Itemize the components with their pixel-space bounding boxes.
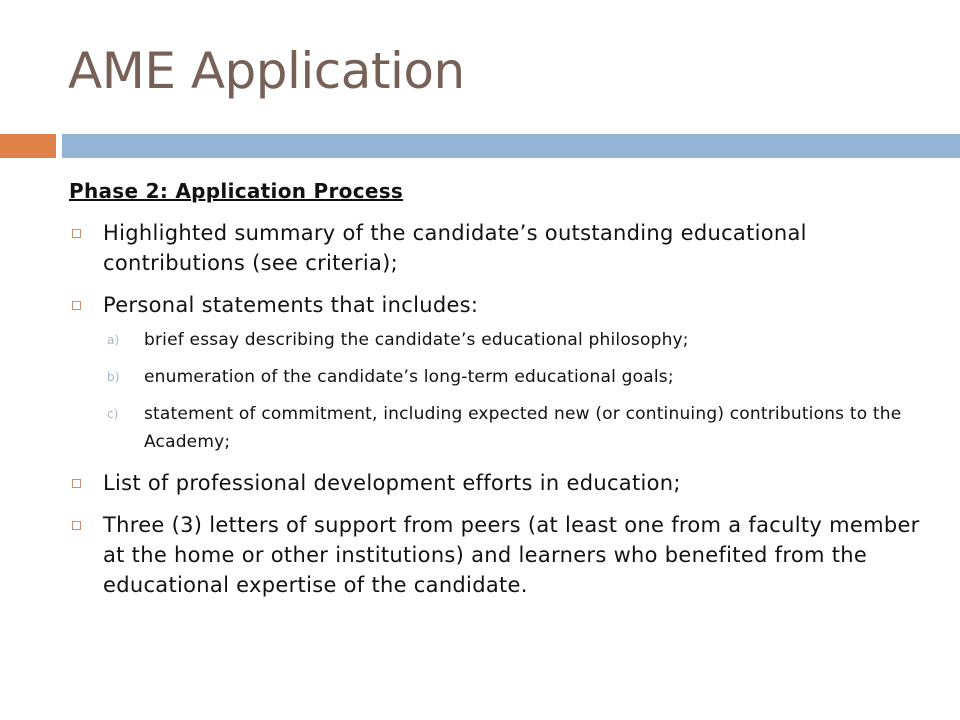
- list-item-text: Personal statements that includes:: [103, 293, 479, 317]
- hollow-square-bullet-icon: [72, 521, 81, 530]
- list-item: [69, 290, 929, 456]
- list-item-text: List of professional development efforts in education;: [103, 471, 681, 495]
- sub-list-item: [69, 363, 929, 391]
- list-item: [69, 218, 929, 278]
- hollow-square-bullet-icon: [72, 479, 81, 488]
- slide-title: AME Application: [68, 42, 465, 100]
- sub-item-marker: a): [107, 333, 120, 347]
- title-underline-bar: [62, 134, 960, 158]
- sub-list-item: [69, 326, 929, 354]
- sub-item-text: enumeration of the candidate’s long-term educational goals;: [144, 367, 674, 387]
- sub-item-text: brief essay describing the candidate’s educational philosophy;: [144, 330, 689, 350]
- list-item-text: Three (3) letters of support from peers (at least one from a faculty member at the home or other institutions) and learners who benefited from the educational expertise of the candidate.: [103, 513, 920, 597]
- list-item-text: Highlighted summary of the candidate’s outstanding educational contributions (see criteria);: [103, 221, 807, 275]
- slide-body: [69, 178, 929, 612]
- sub-item-marker: c): [107, 407, 119, 421]
- sub-list-item: [69, 400, 929, 456]
- accent-bar: [0, 134, 56, 158]
- sub-item-text: statement of commitment, including expected new (or continuing) contributions to the Academy;: [144, 404, 902, 452]
- section-heading: Phase 2: Application Process: [69, 179, 404, 203]
- list-item: [69, 510, 929, 600]
- hollow-square-bullet-icon: [72, 229, 81, 238]
- sub-item-marker: b): [107, 370, 120, 384]
- list-item: [69, 468, 929, 498]
- sub-list: [103, 326, 929, 456]
- hollow-square-bullet-icon: [72, 301, 81, 310]
